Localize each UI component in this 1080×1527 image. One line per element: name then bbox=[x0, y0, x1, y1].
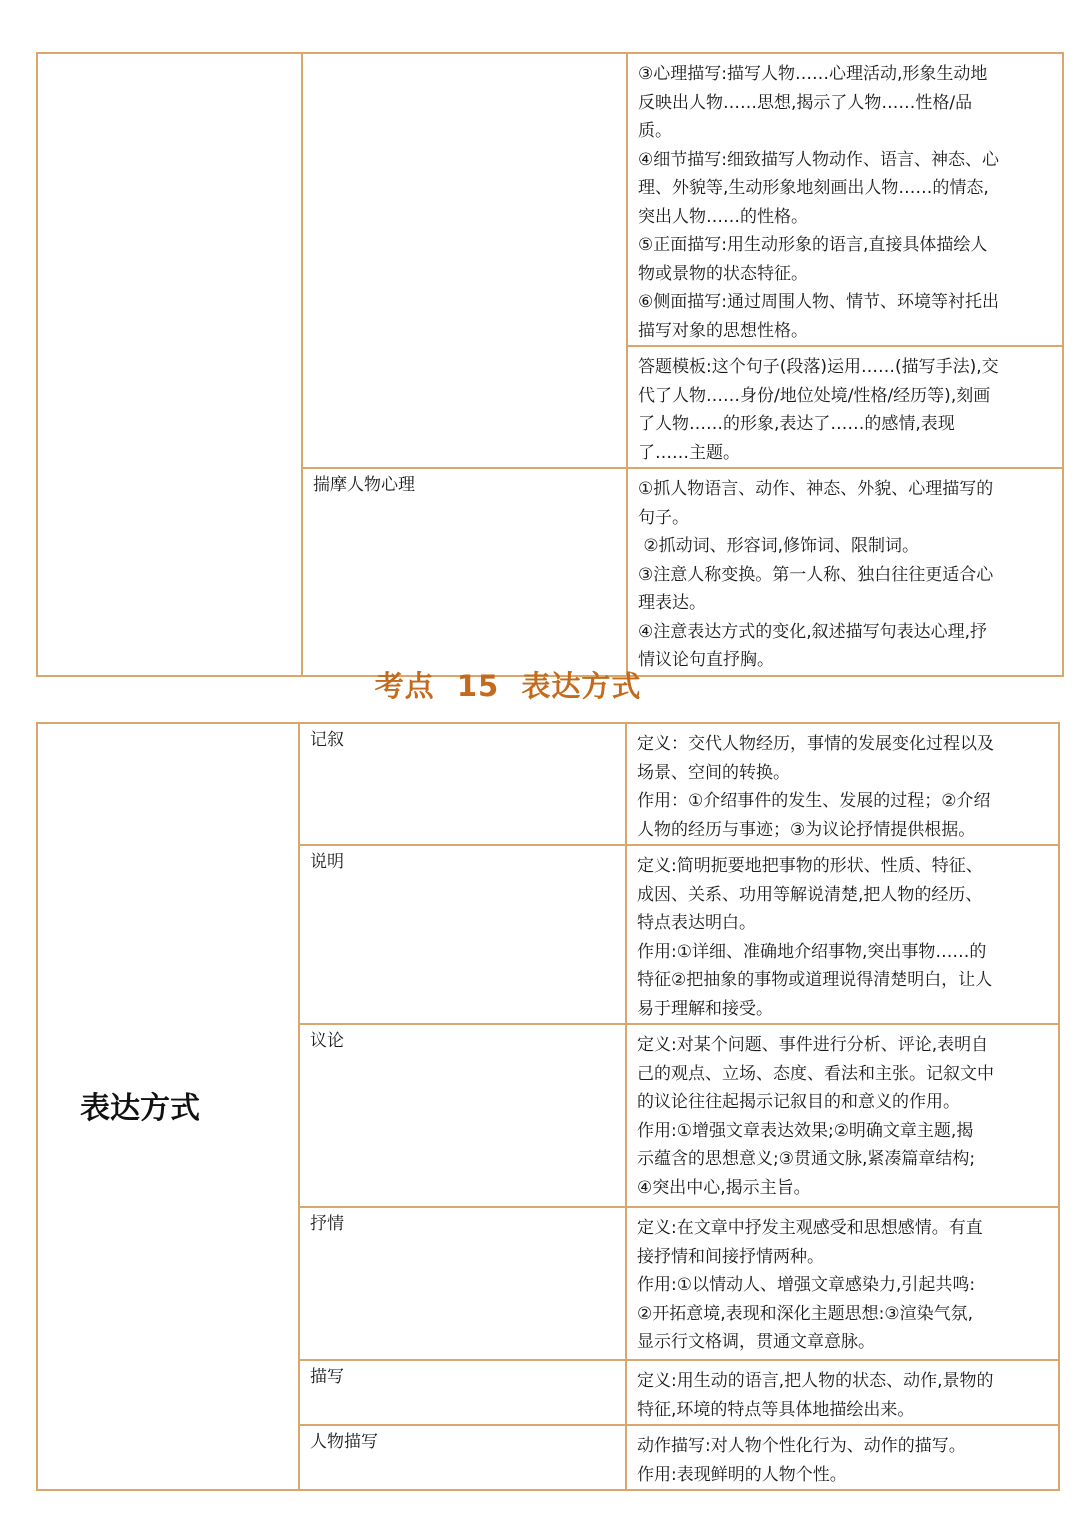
row-label-cell bbox=[302, 53, 627, 468]
row-label-psychology: 揣摩人物心理 bbox=[302, 468, 627, 676]
content-cell: 定义:对某个问题、事件进行分析、评论,表明自 己的观点、立场、态度、看法和主张。记叙文中 的议论往往起揭示记叙目的和意义的作用。 作用:①增强文章表达效果;②明确文章主题,揭 示蕴含的思想意义;③贯通文脉,紧凑篇章结构; ④突出中心,揭示主旨。 bbox=[626, 1024, 1059, 1207]
table-row bbox=[37, 723, 1059, 845]
row-label-explanation: 说明 bbox=[299, 845, 626, 1024]
row-label-argument: 议论 bbox=[299, 1024, 626, 1207]
content-cell: ①抓人物语言、动作、神态、外貌、心理描写的 句子。 ②抓动词、形容词,修饰词、限制词。 ③注意人称变换。第一人称、独白往往更适合心 理表达。 ④注意表达方式的变化,叙述描写句表达心理,抒 情议论句直抒胸。 bbox=[627, 468, 1063, 676]
content-cell: 定义：交代人物经历，事情的发展变化过程以及 场景、空间的转换。 作用：①介绍事件的发生、发展的过程；②介绍 人物的经历与事迹；③为议论抒情提供根据。 bbox=[626, 723, 1059, 845]
row-label-narration: 记叙 bbox=[299, 723, 626, 845]
content-cell: 动作描写:对人物个性化行为、动作的描写。 作用:表现鲜明的人物个性。 bbox=[626, 1425, 1059, 1490]
table-row bbox=[37, 53, 1063, 346]
row-label-description: 描写 bbox=[299, 1360, 626, 1425]
table-expression-methods bbox=[36, 722, 1060, 1491]
content-cell: 定义:用生动的语言,把人物的状态、动作,景物的 特征,环境的特点等具体地描绘出来。 bbox=[626, 1360, 1059, 1425]
category-cell: 表达方式 bbox=[37, 723, 299, 1490]
row-label-lyric: 抒情 bbox=[299, 1207, 626, 1360]
content-cell: 定义:简明扼要地把事物的形状、性质、特征、 成因、关系、功用等解说清楚,把人物的经历、 特点表达明白。 作用:①详细、准确地介绍事物,突出事物……的 特征②把抽象的事物或道理说得清楚明白，让人 易于理解和接受。 bbox=[626, 845, 1059, 1024]
content-cell: ③心理描写:描写人物……心理活动,形象生动地 反映出人物……思想,揭示了人物……性格/品 质。 ④细节描写:细致描写人物动作、语言、神态、心 理、外貌等,生动形象地刻画出人物……的情态, 突出人物……的性格。 ⑤正面描写:用生动形象的语言,直接具体描绘人 物或景物的状态特征。 ⑥侧面描写:通过周围人物、情节、环境等衬托出 描写对象的思想性格。 bbox=[627, 53, 1063, 346]
content-cell: 定义:在文章中抒发主观感受和思想感情。有直 接抒情和间接抒情两种。 作用:①以情动人、增强文章感染力,引起共鸣: ②开拓意境,表现和深化主题思想:③渲染气氛, 显示行文格调，贯通文章意脉。 bbox=[626, 1207, 1059, 1360]
section-heading: 考点 15 表达方式 bbox=[374, 669, 642, 703]
category-cell-empty bbox=[37, 53, 302, 676]
answer-template-cell: 答题模板:这个句子(段落)运用……(描写手法),交 代了人物……身份/地位处境/性格/经历等),刻画 了人物……的形象,表达了……的感情,表现 了……主题。 bbox=[627, 346, 1063, 468]
table-description-methods bbox=[36, 52, 1064, 677]
row-label-character-description: 人物描写 bbox=[299, 1425, 626, 1490]
